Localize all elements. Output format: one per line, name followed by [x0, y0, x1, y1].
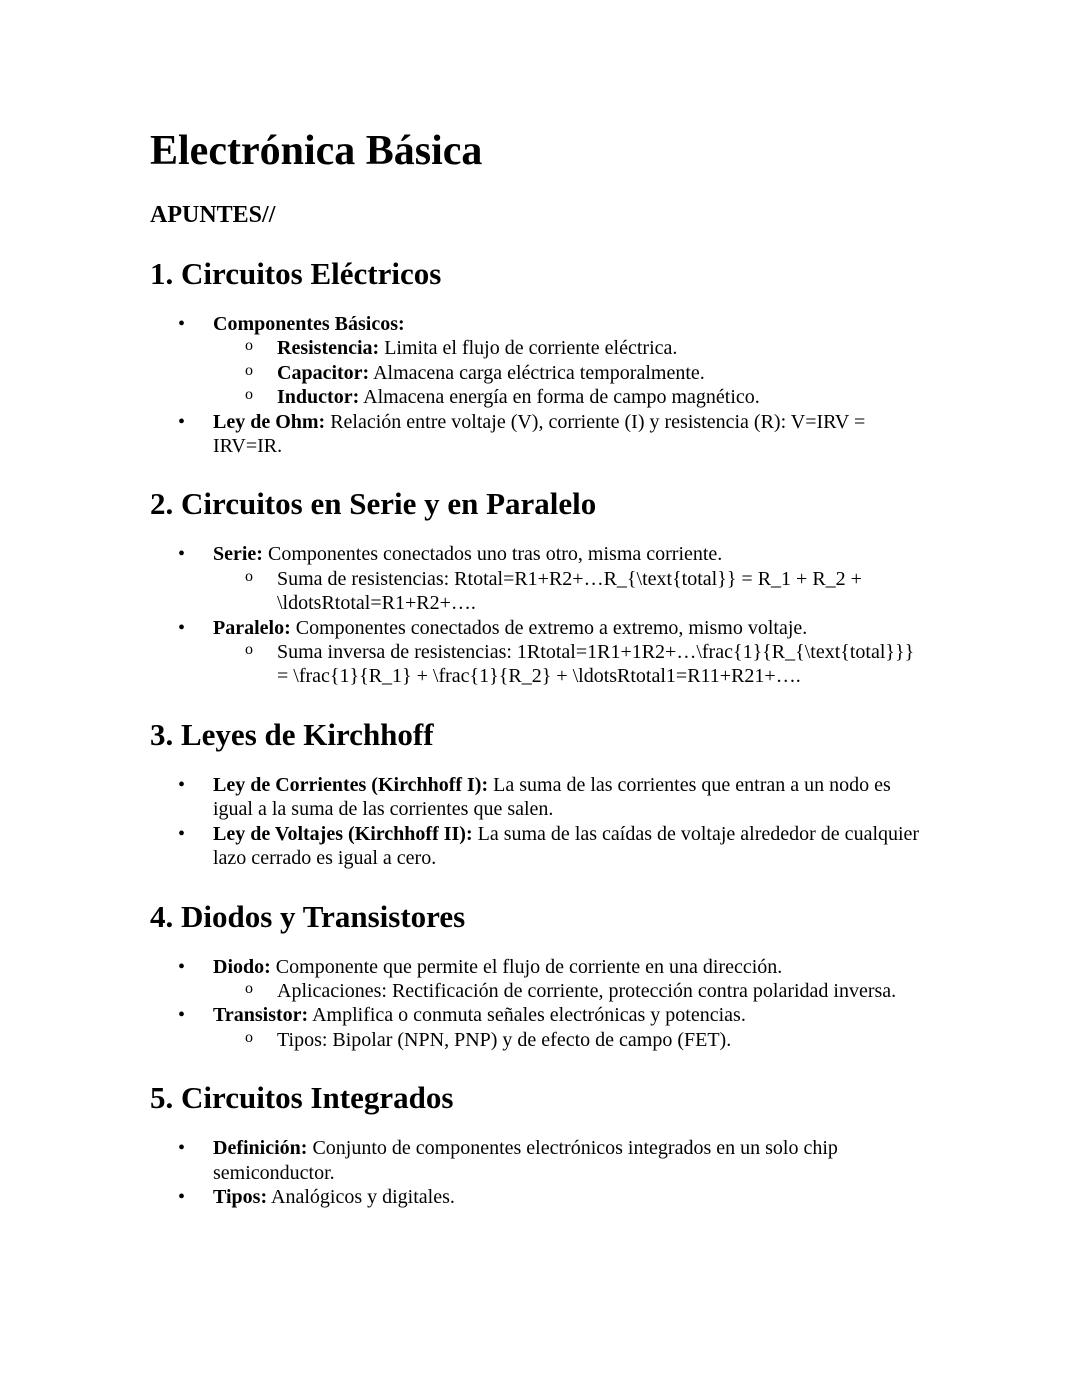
sub-list-item [213, 640, 920, 689]
list-item [150, 312, 920, 410]
item-text: Componentes conectados de extremo a extremo, mismo voltaje. [290, 616, 808, 639]
sub-item-text: Limita el flujo de corriente eléctrica. [379, 337, 678, 360]
sub-item-text: Suma de resistencias: Rtotal=R1+R2+…R_{\text{total}} = R_1 + R_2 + \ldotsRtotal=R1+R2+…. [277, 567, 862, 615]
list-item [150, 1003, 920, 1052]
list-item [150, 542, 920, 615]
sub-list-item [213, 979, 920, 1003]
section-diodos-transistores [150, 897, 920, 1053]
section-leyes-kirchhoff [150, 715, 920, 871]
item-text: Componente que permite el flujo de corriente en una dirección. [270, 955, 783, 978]
item-label: Transistor: [213, 1004, 309, 1027]
section-heading: 2. Circuitos en Serie y en Paralelo [150, 486, 597, 522]
bullet-list [150, 542, 920, 688]
list-item [150, 773, 920, 822]
item-label: Ley de Ohm: [213, 410, 326, 433]
item-label: Tipos: [213, 1185, 268, 1208]
sub-list [213, 979, 920, 1003]
section-heading: 4. Diodos y Transistores [150, 898, 466, 934]
bullet-list [150, 955, 920, 1053]
item-text: Relación entre voltaje (V), corriente (I) y resistencia (R): V=IRV = IRV=IR. [213, 410, 866, 458]
item-label: Ley de Corrientes (Kirchhoff I): [213, 773, 489, 796]
sub-item-text: Tipos: Bipolar (NPN, PNP) y de efecto de campo (FET). [277, 1028, 732, 1051]
sub-list [213, 567, 920, 616]
list-item [150, 616, 920, 689]
section-heading: 5. Circuitos Integrados [150, 1080, 454, 1116]
item-text: Amplifica o conmuta señales electrónicas y potencias. [308, 1004, 746, 1027]
sub-list [213, 640, 920, 689]
item-label: Serie: [213, 543, 263, 566]
sub-list [213, 1028, 920, 1052]
bullet-list [150, 1136, 920, 1209]
item-text: La suma de las corrientes que entran a un nodo es igual a la suma de las corrientes que salen. [213, 773, 891, 821]
list-item [150, 955, 920, 1004]
item-label: Paralelo: [213, 616, 291, 639]
sub-item-label: Resistencia: [277, 337, 380, 360]
section-circuitos-electricos [150, 254, 920, 458]
item-label: Componentes Básicos: [213, 313, 405, 335]
sub-item-text: Aplicaciones: Rectificación de corriente, protección contra polaridad inversa. [277, 979, 897, 1002]
bullet-list [150, 312, 920, 458]
item-label: Definición: [213, 1137, 308, 1160]
section-serie-paralelo [150, 484, 920, 688]
document-page [150, 124, 920, 1209]
item-text: Conjunto de componentes electrónicos integrados en un solo chip semiconductor. [213, 1137, 838, 1184]
sub-list-item [213, 567, 920, 616]
sub-item-text: Suma inversa de resistencias: 1Rtotal=1R1+1R2+…\frac{1}{R_{\text{total}}} = \frac{1}{R_1} + \frac{1}{R_2} + \ldotsRtotal1=R11+R21+…. [277, 641, 915, 688]
page-subtitle: APUNTES// [150, 202, 276, 228]
bullet-list [150, 773, 920, 871]
list-item [150, 822, 920, 871]
section-heading: 1. Circuitos Eléctricos [150, 256, 442, 291]
section-circuitos-integrados [150, 1078, 920, 1209]
list-item [150, 1185, 920, 1209]
sub-item-label: Inductor: [277, 386, 360, 409]
sub-list-item [213, 385, 920, 409]
sub-list-item [213, 361, 920, 385]
sub-list-item [213, 336, 920, 360]
sub-list-item [213, 1028, 920, 1052]
list-item [150, 1136, 920, 1185]
item-text: La suma de las caídas de voltaje alrededor de cualquier lazo cerrado es igual a cero. [213, 822, 920, 870]
sub-item-text: Almacena energía en forma de campo magnético. [359, 386, 760, 409]
item-label: Diodo: [213, 955, 271, 978]
section-heading: 3. Leyes de Kirchhoff [150, 716, 434, 752]
sub-item-text: Almacena carga eléctrica temporalmente. [369, 361, 705, 384]
sub-list [213, 336, 920, 409]
sub-item-label: Capacitor: [277, 361, 370, 384]
item-text: Analógicos y digitales. [267, 1185, 455, 1208]
list-item [150, 410, 920, 459]
item-text: Componentes conectados uno tras otro, misma corriente. [262, 543, 723, 566]
item-label: Ley de Voltajes (Kirchhoff II): [213, 822, 473, 845]
page-title: Electrónica Básica [150, 128, 483, 174]
